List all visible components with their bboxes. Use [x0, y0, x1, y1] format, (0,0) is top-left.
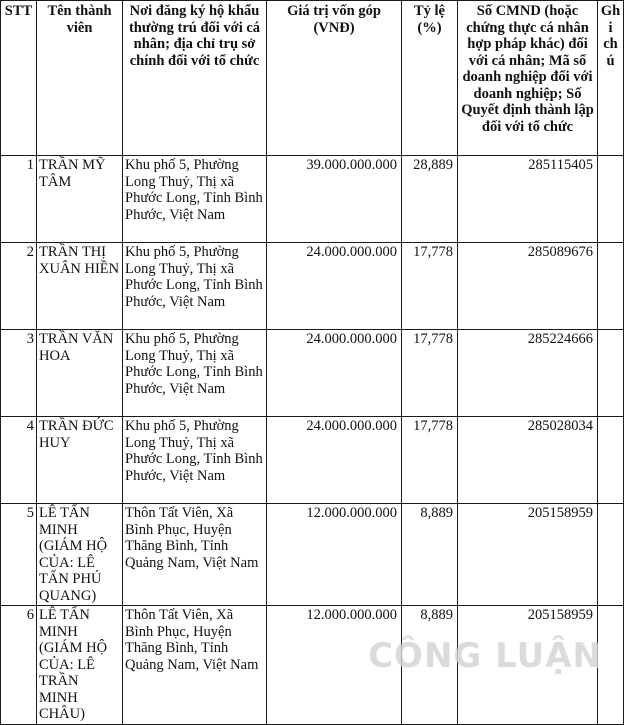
cell-stt: 4: [1, 417, 37, 504]
cell-note: [598, 330, 624, 417]
cell-note: [598, 156, 624, 243]
header-note: Ghi chú: [598, 1, 624, 156]
cell-note: [598, 606, 624, 725]
cell-address: Khu phố 5, Phường Long Thuỷ, Thị xã Phước Long, Tỉnh Bình Phước, Việt Nam: [123, 243, 267, 330]
cell-ratio: 8,889: [402, 504, 458, 606]
cell-name: TRẦN ĐỨC HUY: [37, 417, 123, 504]
cell-name: LÊ TẤN MINH (GIÁM HỘ CỦA: LÊ TRẦN MINH CHÂU): [37, 606, 123, 725]
header-name: Tên thành viên: [37, 1, 123, 156]
cell-note: [598, 504, 624, 606]
table-row: [1, 330, 624, 417]
cell-address: Khu phố 5, Phường Long Thuỷ, Thị xã Phước Long, Tỉnh Bình Phước, Việt Nam: [123, 330, 267, 417]
cell-ratio: 8,889: [402, 606, 458, 725]
cell-ratio: 17,778: [402, 417, 458, 504]
cell-capital: 24.000.000.000: [267, 330, 402, 417]
table-row: [1, 606, 624, 725]
cell-id: 205158959: [458, 606, 598, 725]
table-row: [1, 156, 624, 243]
table-row: [1, 504, 624, 606]
cell-stt: 6: [1, 606, 37, 725]
cell-name: TRẦN THỊ XUÂN HIỀN: [37, 243, 123, 330]
cell-capital: 12.000.000.000: [267, 606, 402, 725]
header-row: [1, 1, 624, 156]
header-address: Nơi đăng ký hộ khẩu thường trú đối với cá nhân; địa chỉ trụ sở chính đối với tổ chức: [123, 1, 267, 156]
cell-name: TRẦN VĂN HOA: [37, 330, 123, 417]
cell-capital: 39.000.000.000: [267, 156, 402, 243]
cell-note: [598, 417, 624, 504]
cell-name: LÊ TẤN MINH (GIÁM HỘ CỦA: LÊ TẤN PHÚ QUANG): [37, 504, 123, 606]
header-capital: Giá trị vốn góp (VNĐ): [267, 1, 402, 156]
cell-id: 285224666: [458, 330, 598, 417]
cell-id: 285115405: [458, 156, 598, 243]
cell-stt: 2: [1, 243, 37, 330]
cell-ratio: 17,778: [402, 243, 458, 330]
header-stt: STT: [1, 1, 37, 156]
cell-capital: 24.000.000.000: [267, 417, 402, 504]
header-ratio: Tỷ lệ (%): [402, 1, 458, 156]
cell-name: TRẦN MỸ TÂM: [37, 156, 123, 243]
cell-ratio: 28,889: [402, 156, 458, 243]
header-id: Số CMND (hoặc chứng thực cá nhân hợp pháp khác) đối với cá nhân; Mã số doanh nghiệp đối với doanh nghiệp; Số Quyết định thành lập đối với tổ chức: [458, 1, 598, 156]
cell-capital: 24.000.000.000: [267, 243, 402, 330]
cell-stt: 5: [1, 504, 37, 606]
cell-id: 285089676: [458, 243, 598, 330]
watermark-logo: CÔNG LUẬN: [368, 636, 602, 676]
table-row: [1, 243, 624, 330]
cell-id: 205158959: [458, 504, 598, 606]
cell-address: Khu phố 5, Phường Long Thuỷ, Thị xã Phước Long, Tỉnh Bình Phước, Việt Nam: [123, 417, 267, 504]
cell-stt: 1: [1, 156, 37, 243]
cell-address: Thôn Tất Viên, Xã Bình Phục, Huyện Thăng Bình, Tỉnh Quảng Nam, Việt Nam: [123, 606, 267, 725]
cell-address: Khu phố 5, Phường Long Thuỷ, Thị xã Phước Long, Tỉnh Bình Phước, Việt Nam: [123, 156, 267, 243]
cell-id: 285028034: [458, 417, 598, 504]
cell-capital: 12.000.000.000: [267, 504, 402, 606]
table-row: [1, 417, 624, 504]
cell-ratio: 17,778: [402, 330, 458, 417]
cell-note: [598, 243, 624, 330]
cell-address: Thôn Tất Viên, Xã Bình Phục, Huyện Thăng Bình, Tỉnh Quảng Nam, Việt Nam: [123, 504, 267, 606]
cell-stt: 3: [1, 330, 37, 417]
